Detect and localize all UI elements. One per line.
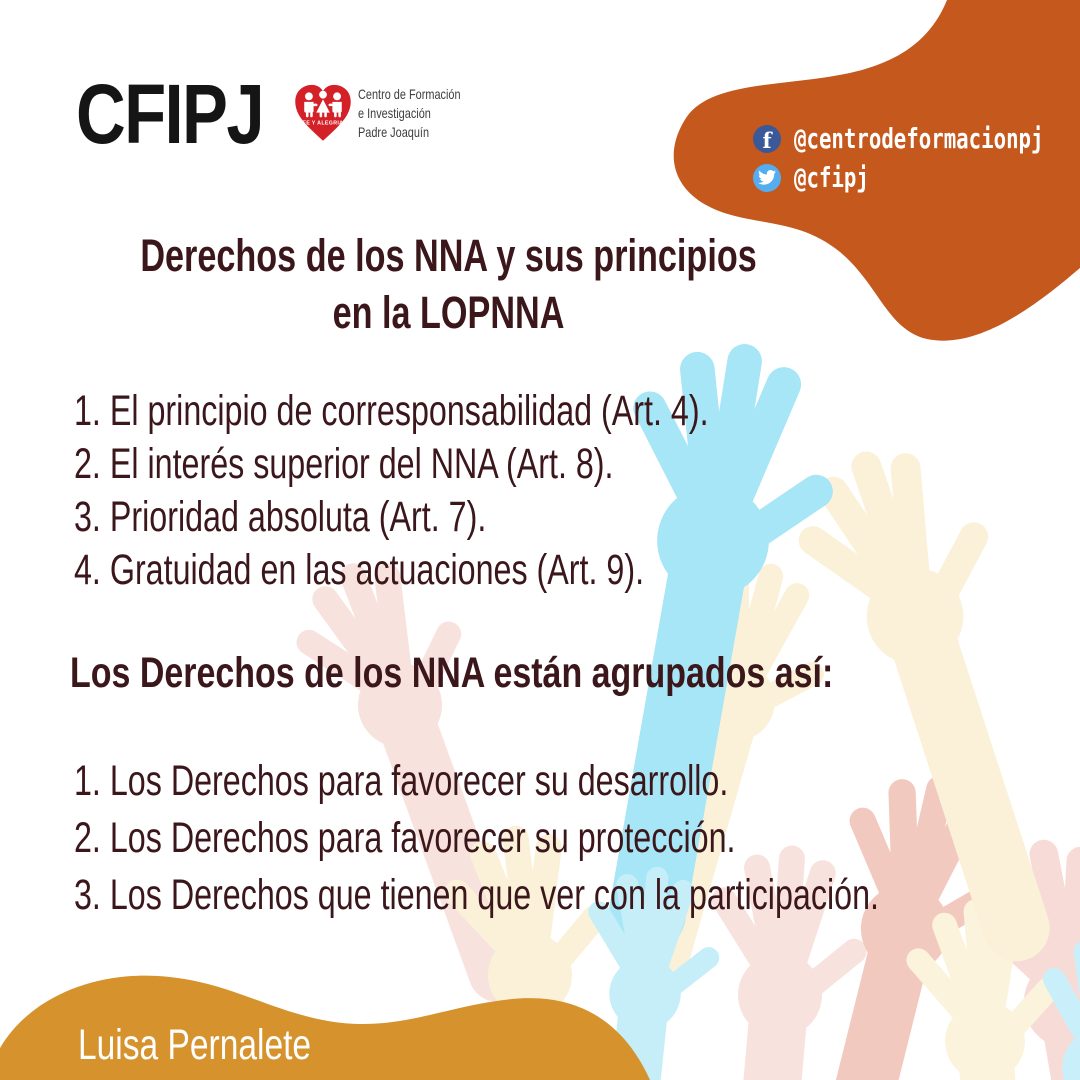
twitter-handle: @cfipj <box>794 161 869 194</box>
org-line: Centro de Formación <box>358 86 461 102</box>
twitter-bird <box>758 170 776 185</box>
list-item: 1. Los Derechos para favorecer su desarrollo. <box>74 757 729 805</box>
org-line: e Investigación <box>358 105 431 121</box>
twitter-icon <box>753 164 781 192</box>
heart-icon <box>291 79 355 147</box>
facebook-glyph: f <box>762 127 772 153</box>
author-name: Luisa Pernalete <box>78 1021 312 1069</box>
list-item: 3. Los Derechos que tienen que ver con la participación. <box>74 871 879 919</box>
page-title <box>15 227 883 341</box>
twitter-row <box>753 161 895 194</box>
title-line-2: en la LOPNNA <box>333 287 565 338</box>
logo-org-name <box>358 85 490 142</box>
facebook-row <box>753 122 1080 155</box>
title-line-1: Derechos de los NNA y sus principios <box>140 230 758 281</box>
list-item: 4. Gratuidad en las actuaciones (Art. 9). <box>74 546 645 594</box>
facebook-icon <box>753 125 781 153</box>
list-item: 1. El principio de corresponsabilidad (Art. 4). <box>74 387 709 435</box>
facebook-handle: @centrodeformacionpj <box>794 122 1044 155</box>
logo-wordmark: CFIPJ <box>76 67 264 161</box>
org-line: Padre Joaquín <box>358 124 430 140</box>
principles-list <box>74 385 920 597</box>
list-item: 3. Prioridad absoluta (Art. 7). <box>74 493 487 541</box>
list-item: 2. Los Derechos para favorecer su protección. <box>74 814 736 862</box>
heart-label: FE Y ALEGRIA <box>302 120 344 127</box>
groups-list <box>74 753 1080 924</box>
list-item: 2. El interés superior del NNA (Art. 8). <box>74 440 614 488</box>
groups-heading: Los Derechos de los NNA están agrupados así: <box>70 649 834 697</box>
